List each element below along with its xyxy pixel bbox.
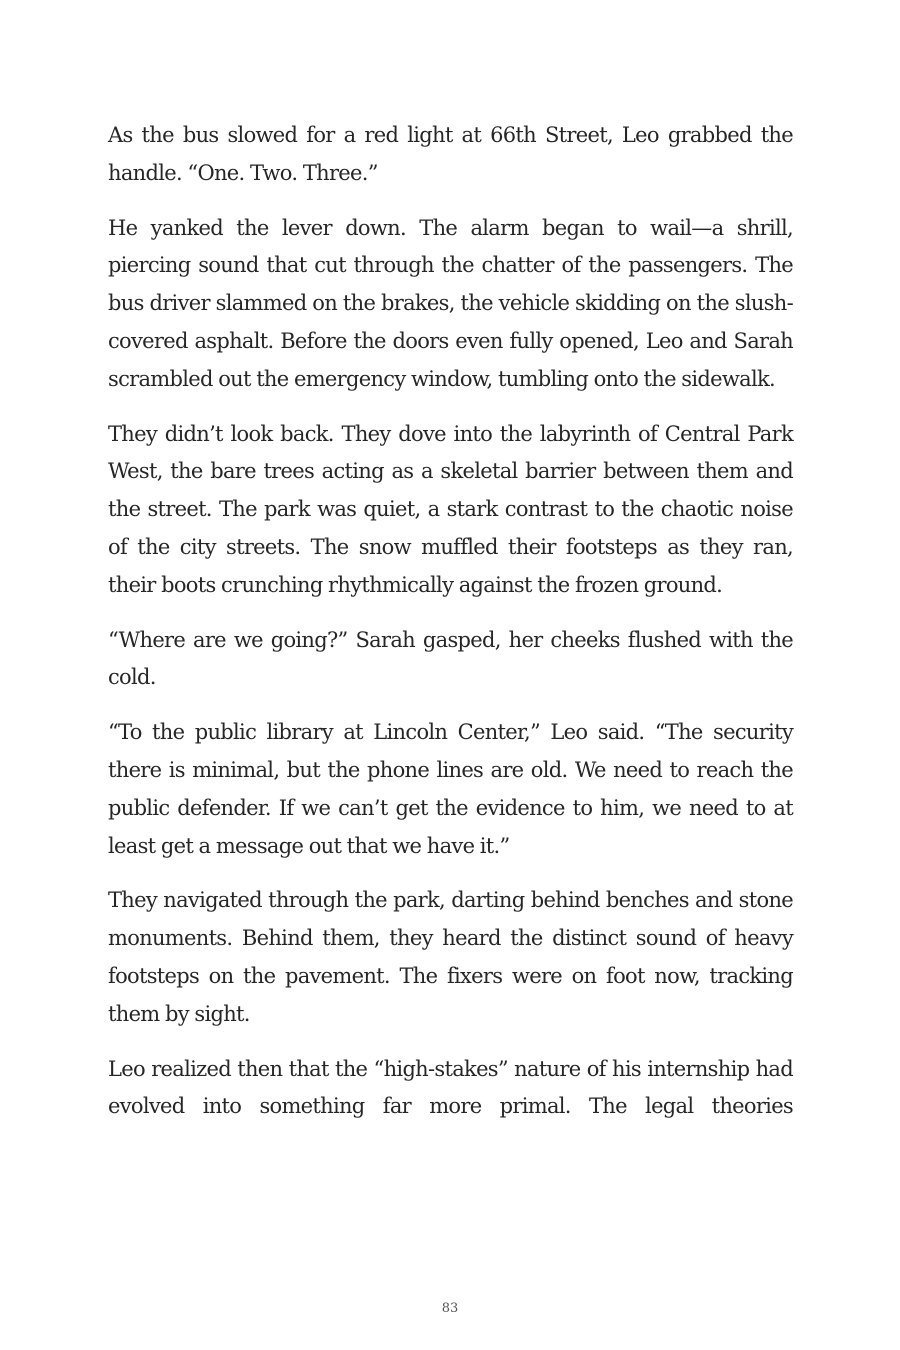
paragraph-6: They navigated through the park, darting behind benches and stone monuments. Behind them, they heard the distinct sound of heavy footsteps on the pavement. The fixers were on foot now, tracking them by sight. (108, 888, 793, 1026)
paragraph-1: As the bus slowed for a red light at 66th Street, Leo grabbed the handle. “One. Two. Three.” (108, 123, 793, 185)
paragraph-2: He yanked the lever down. The alarm began to wail—a shrill, piercing sound that cut through the chatter of the passengers. The bus driver slammed on the brakes, the vehicle skidding on the slush-covered asphalt. Before the doors even fully opened, Leo and Sarah scrambled out the emergency window, tumbling onto the sidewalk. (108, 215, 793, 391)
paragraph-3: They didn’t look back. They dove into the labyrinth of Central Park West, the bare trees acting as a skeletal barrier between them and the street. The park was quiet, a stark contrast to the chaotic noise of the city streets. The snow muffled their footsteps as they ran, their boots crunching rhythmically against the frozen ground. (108, 421, 793, 597)
paragraph-7: Leo realized then that the “high-stakes” nature of his internship had evolved into something far more primal. The legal theories (108, 1056, 793, 1119)
paragraph-5: “To the public library at Lincoln Center,” Leo said. “The security there is minimal, but the phone lines are old. We need to reach the public defender. If we can’t get the evidence to him, we need to at least get a message out that we have it.” (108, 720, 793, 858)
page-number: 83 (441, 1301, 459, 1316)
body-text (108, 117, 793, 1143)
paragraph-4: “Where are we going?” Sarah gasped, her cheeks flushed with the cold. (108, 627, 793, 690)
